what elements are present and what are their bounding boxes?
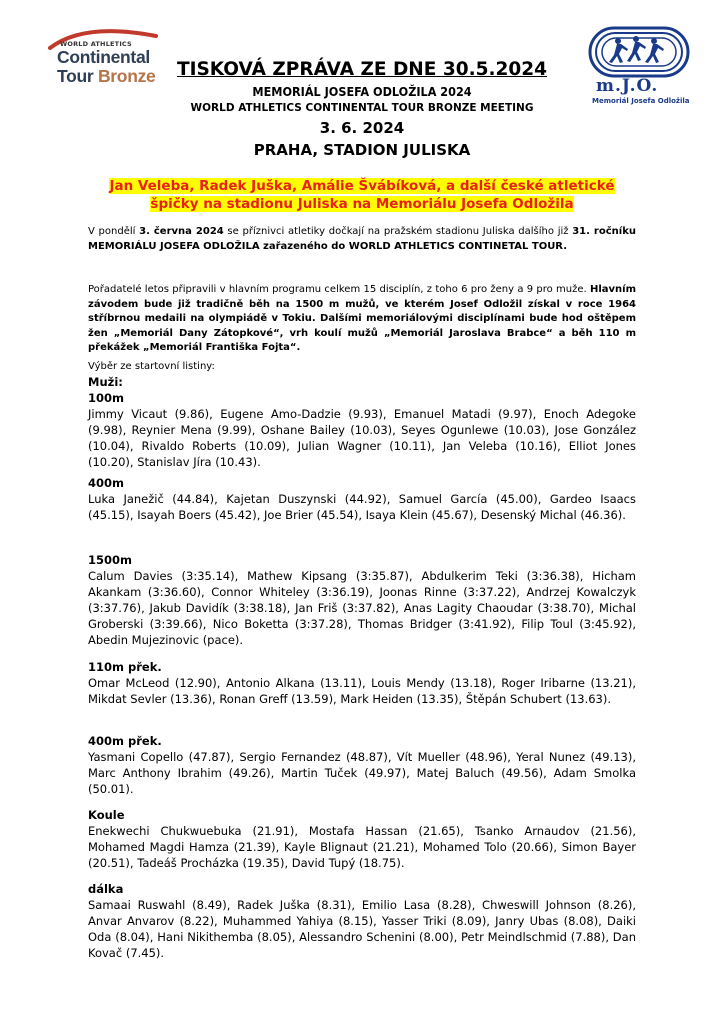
logo-world-athletics-text: WORLD ATHLETICS [60, 40, 132, 48]
logo-continental-text: Continental [57, 47, 150, 67]
section-400m-hurdles [88, 733, 636, 797]
meeting-category: WORLD ATHLETICS CONTINENTAL TOUR BRONZE MEETING [190, 102, 534, 114]
section-long-jump [88, 881, 636, 961]
intro-p2-text-a: Pořadatelé letos připravili v hlavním programu celkem 15 disciplín, z toho 6 pro ženy a 9 pro muže. [88, 284, 590, 295]
section-athletes: Samaai Ruswahl (8.49), Radek Juška (8.31), Emilio Lasa (8.28), Chweswill Johnson (8.26), Anvar Anvarov (8.22), Muhammed Yahiya (8.15), Yasser Triki (8.09), Janry Ubas (8.08), Daiki Oda (8.04), Hani Nikithemba (8.05), Alessandro Schenini (8.00), Petr Meindlschmid (7.88), Dan Kovač (7.45). [88, 898, 636, 960]
page-title: TISKOVÁ ZPRÁVA ZE DNE 30.5.2024 [176, 59, 548, 80]
intro-paragraph-2 [88, 283, 636, 356]
intro-p1-text-c: se příznivci atletiky dočkají na pražském stadionu Juliska dalšího již [223, 226, 573, 237]
section-title: Koule [88, 808, 125, 822]
running-track-icon [584, 24, 694, 80]
logo-tour-word: Tour [57, 66, 94, 86]
section-athletes: Jimmy Vicaut (9.86), Eugene Amo-Dadzie (9.93), Emanuel Matadi (9.97), Enoch Adegoke (9.98), Reynier Mena (9.99), Oshane Bailey (10.03), Seyes Ogunlewe (10.03), Jose González (10.04), Rivaldo Roberts (10.09), Julian Wagner (10.11), Jan Veleba (10.16), Elliot Jones (10.20), Stanislav Jíra (10.43). [88, 407, 636, 469]
intro-p2-main-race: Hlavním závodem bude již tradičně běh na 1500 m mužů, ve kterém Josef Odložil získal v roce 1964 stříbrnou medaili na olympiádě v Tokiu. Dalšími memoriálovými disciplínami bude hod oštěpem žen „Memoriál Dany Zátopkové“, vrh koulí mužů „Memoriál Jaroslava Brabce“ a běh 110 m překážek „Memoriál Františka Fojta“. [88, 284, 636, 353]
section-400m [88, 475, 636, 523]
intro-paragraph-1 [88, 225, 636, 254]
logo-bronze-word: Bronze [97, 66, 156, 86]
meeting-name: MEMORIÁL JOSEFA ODLOŽILA 2024 [252, 84, 472, 99]
section-athletes: Yasmani Copello (47.87), Sergio Fernandez (48.87), Vít Mueller (48.96), Yeral Nunez (49.13), Marc Anthony Ibrahim (49.26), Martin Tuček (49.97), Matej Baluch (49.56), Adam Smolka (50.01). [88, 750, 636, 796]
intro-p1-text-a: V pondělí [88, 226, 140, 237]
section-title: 100m [88, 391, 124, 405]
section-100m [88, 390, 636, 470]
logo-caption-text: Memoriál Josefa Odložila [592, 97, 690, 105]
section-title: 400m přek. [88, 734, 162, 748]
section-athletes: Luka Janežič (44.84), Kajetan Duszynski (44.92), Samuel García (45.00), Gardeo Isaacs (45.15), Isayah Boers (45.42), Joe Brier (45.54), Isaya Klein (45.67), Desenský Michal (46.36). [88, 492, 636, 522]
section-shot-put [88, 807, 636, 871]
logo-mjo-text: m.J.O. [596, 76, 659, 96]
section-title: 400m [88, 476, 124, 490]
section-110m-hurdles [88, 659, 636, 707]
intro-p1-date: 3. června 2024 [139, 226, 224, 237]
section-athletes: Calum Davies (3:35.14), Mathew Kipsang (3:35.87), Abdulkerim Teki (3:36.38), Hicham Akankam (3:36.60), Connor Whiteley (3:36.19), Joonas Rinne (3:37.22), Andrzej Kowalczyk (3:37.76), Jakub Davidík (3:38.18), Jan Friš (3:37.82), Anas Lagity Chaoudar (3:38.70), Michal Groberski (3:39.66), Nico Boketta (3:37.28), Thomas Bridger (3:41.92), Filip Toul (3:45.92), Abedin Mujezinovic (pace). [88, 569, 636, 647]
headline-line-1: Jan Veleba, Radek Juška, Amálie Švábíková, a další české atletické [109, 178, 615, 194]
section-athletes: Enekwechi Chukwuebuka (21.91), Mostafa Hassan (21.65), Tsanko Arnaudov (21.56), Mohamed Magdi Hamza (21.39), Kayle Blignaut (21.21), Mohamed Tolo (20.66), Simon Bayer (20.51), Tadeáš Procházka (19.35), David Tupý (18.75). [88, 824, 636, 870]
headline-highlight [88, 177, 636, 213]
section-title: 110m přek. [88, 660, 162, 674]
meeting-venue: PRAHA, STADION JULISKA [253, 141, 471, 159]
section-title: 1500m [88, 553, 132, 567]
meeting-date: 3. 6. 2024 [319, 119, 405, 137]
headline-line-2: špičky na stadionu Juliska na Memoriálu Josefa Odložila [150, 196, 574, 212]
men-label-block [88, 374, 636, 390]
section-title: dálka [88, 882, 124, 896]
section-athletes: Omar McLeod (12.90), Antonio Alkana (13.11), Louis Mendy (13.18), Roger Iribarne (13.21), Mikdat Sevler (13.36), Ronan Greff (13.59), Mark Heiden (13.35), Štěpán Schubert (13.63). [88, 676, 636, 706]
section-1500m [88, 552, 636, 648]
intro-paragraph-3: Výběr ze startovní listiny: [88, 361, 215, 372]
men-label: Muži: [88, 375, 123, 389]
intro-p1-edition: 31. ročníku MEMORIÁLU JOSEFA ODLOŽILA zařazeného do WORLD ATHLETICS CONTINETAL TOUR. [88, 226, 636, 252]
